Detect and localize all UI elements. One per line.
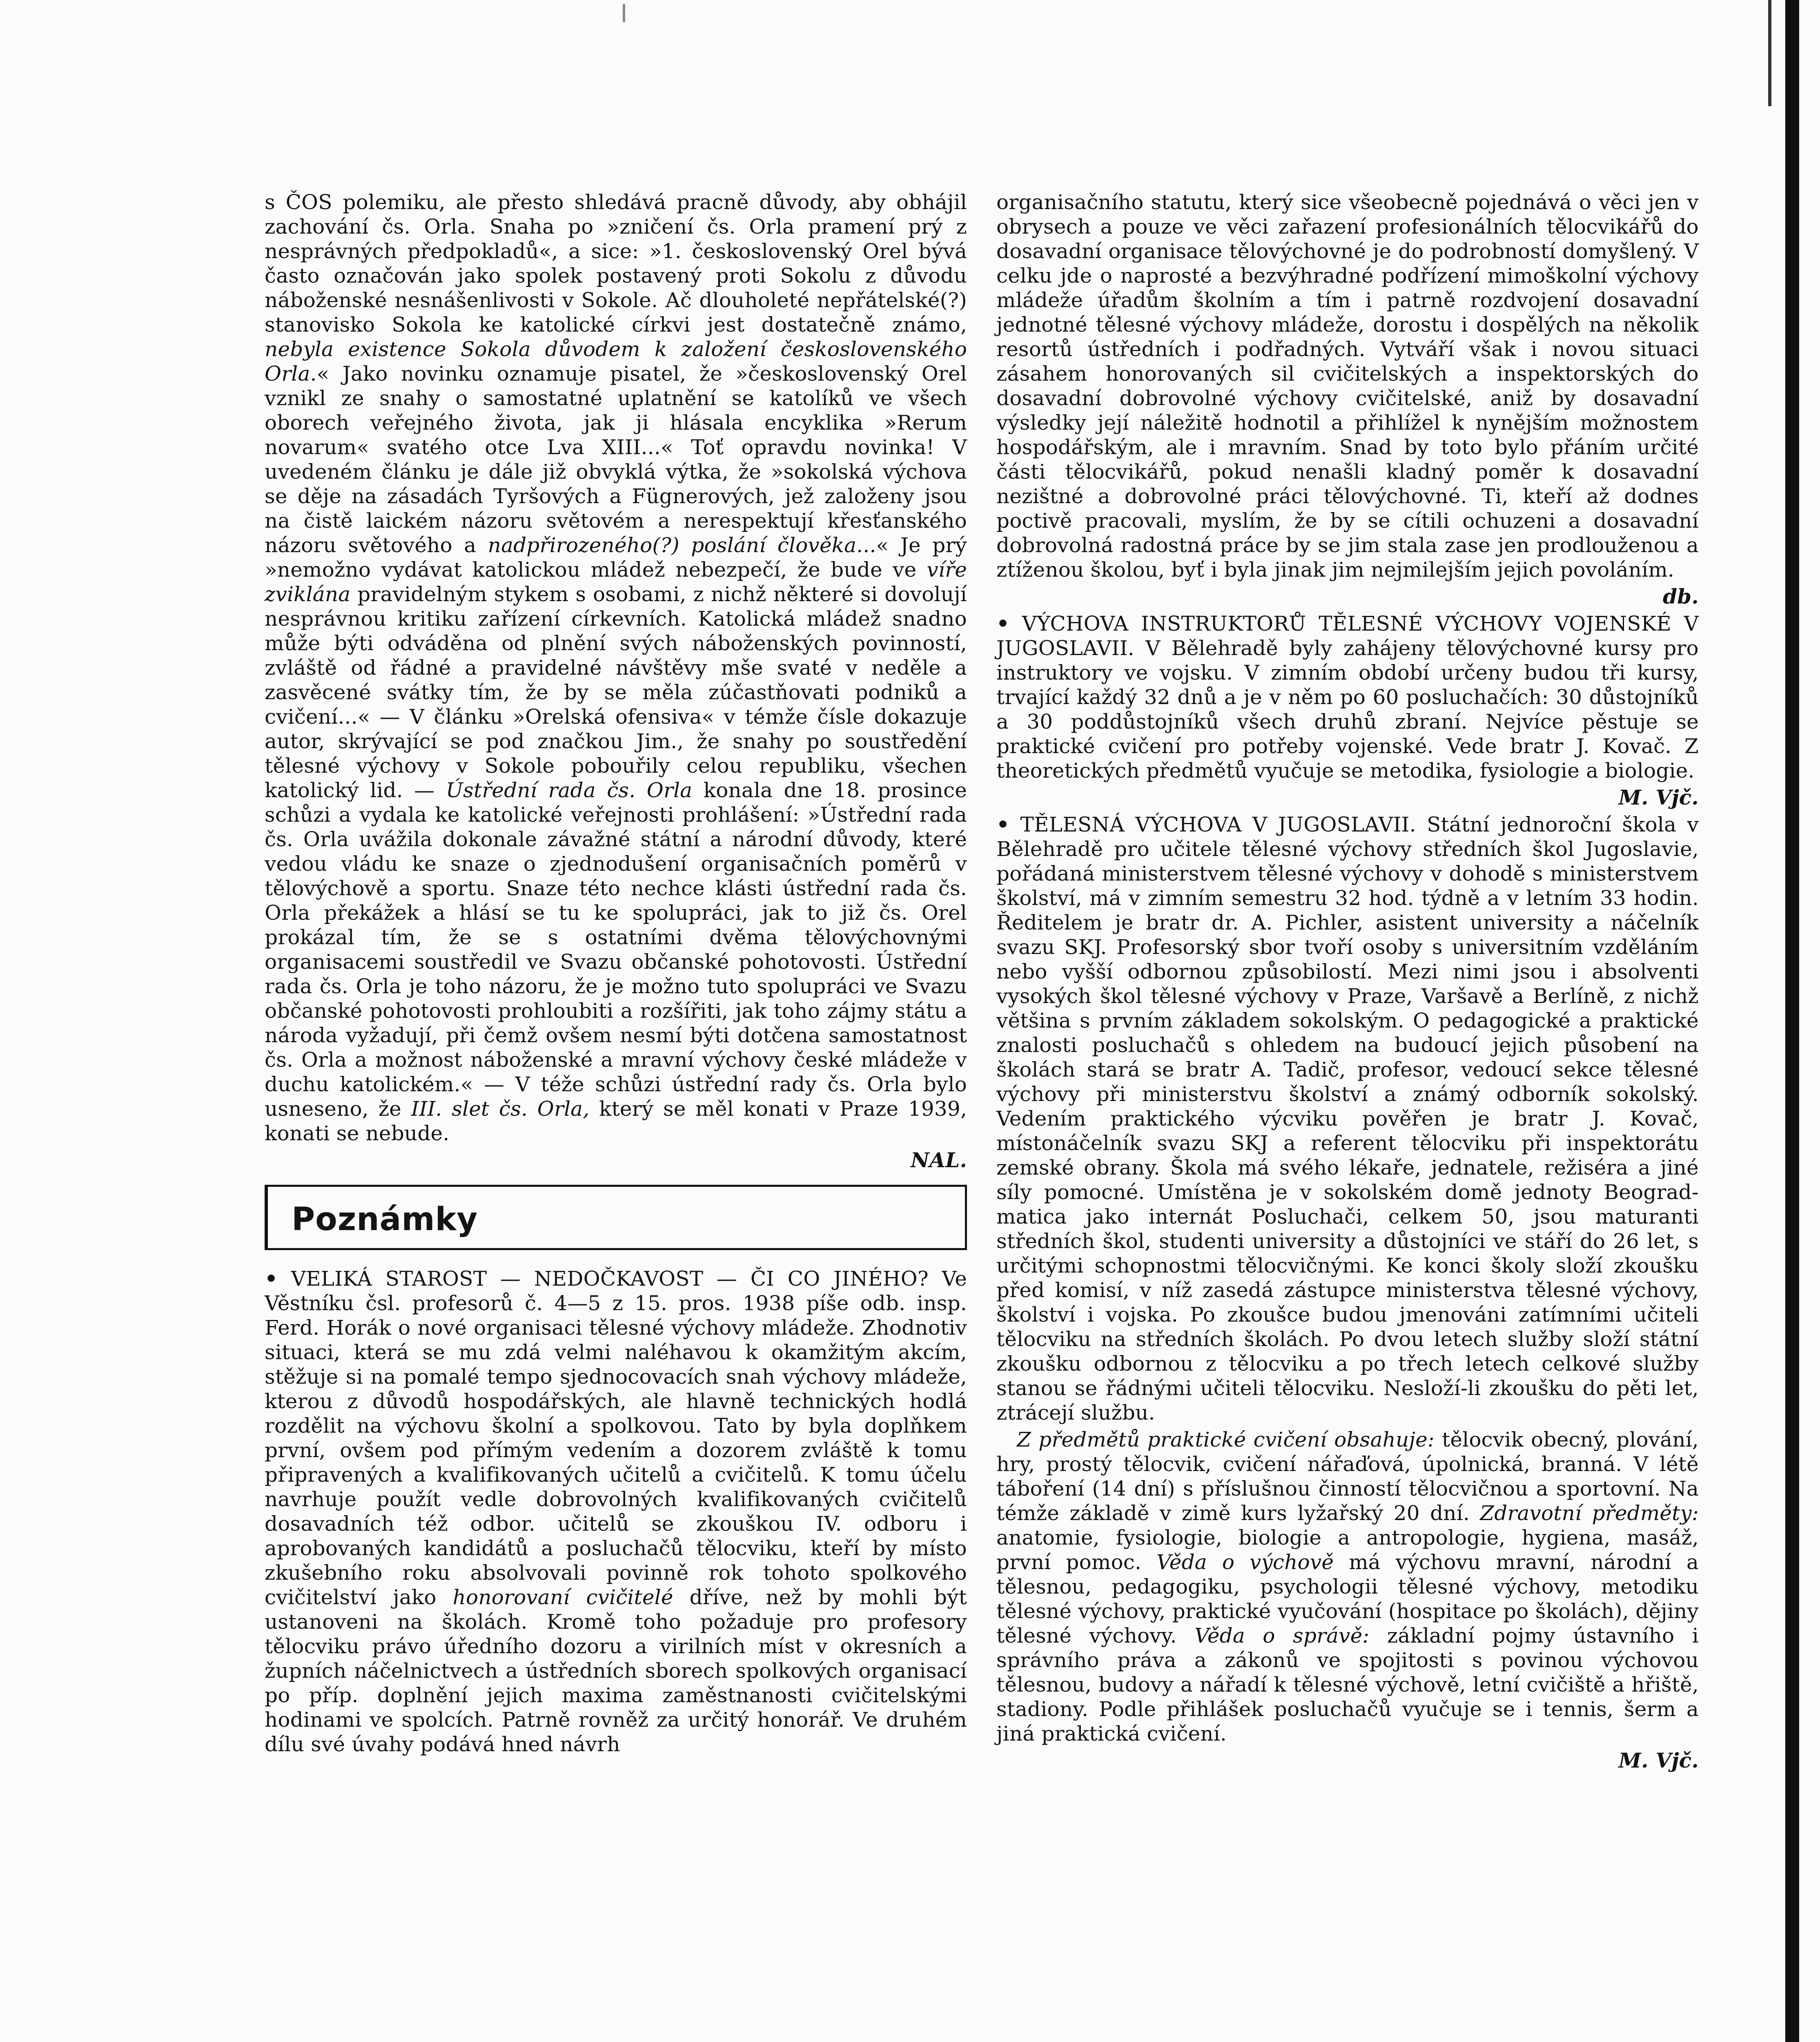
- signature-mvjc: M. Vjč.: [1618, 785, 1699, 809]
- text-run: tělocvik obecný, plování, hry, prostý tělocvik, cvičení nářaďová, úpolnická, branná. V létě táboření (14 dní) s příslušnou činností tělocvičnou a sportovní. Na témže základě v zimě kurs lyžařský 20 dní.: [996, 1428, 1699, 1525]
- paragraph-vychova-instruktoru: [996, 611, 1699, 783]
- text-run: « Je prý »nemožno vydávat katolickou mládež nebezpečí, že bude ve: [265, 533, 967, 582]
- text-run: « Jako novinku oznamuje pisatel, že »československý Orel vznikl ze snahy o samostatné uplatnění se katolíků ve všech oborech veřejného života, jak ji hlásala encyklika »Rerum novarum« svatého otce Lva XIII...« Toť opravdu novinka! V uvedeném článku je dále již obvyklá výtka, že »sokolská výchova se děje na zásadách Tyršových a Fügnerových, jež založeny jsou na čistě laickém názoru světovém a nerespektují křesťanského názoru světového a: [265, 362, 967, 557]
- text-run-italic: III. slet čs. Orla,: [411, 1097, 590, 1121]
- page-edge-mark: [1768, 0, 1771, 106]
- scan-mark: [623, 4, 625, 22]
- left-column: [265, 190, 967, 1757]
- text-run: základní pojmy ústavního i správního práva a zákonů ve spojitosti s povinou výchovou tělesnou, budovy a nářadí k tělesné výchově, letní cvičiště a hřiště, stadiony. Podle přihlášek posluchačů vyučuje se i tennis, šerm a jiná praktická cvičení.: [996, 1624, 1699, 1746]
- page-edge-right: [1785, 0, 1799, 2042]
- signature-db: db.: [1663, 584, 1699, 609]
- text-run: pravidelným stykem s osobami, z nichž některé si dovolují nesprávnou kritiku zařízení církevních. Katolická mládež snadno může býti odváděna od plnění svých náboženských povinností, zvláště od řádné a pravidelné návštěvy mše svaté v neděle a zasvěcené svátky tím, že by se měla zúčastňovati podniků a cvičení...« — V článku »Orelská ofensiva« v témže čísle dokazuje autor, skrývající se pod značkou Jim., že snahy po soustředění tělesné výchovy v Sokole pobouřily celou republiku, všechen katolický lid. —: [265, 582, 967, 802]
- text-run: organisačního statutu, který sice všeobecně pojednává o věci jen v obrysech a pouze ve věci zařazení profesionálních tělocvikářů do dosavadní organisace tělovýchovné je do podrobností domyšlený. V celku jde o naprosté a bezvýhradné podřízení mimoškolní výchovy mládeže úřadům školním a tím i patrně rozdvojení dosavadní jednotné tělesné výchovy mládeže, dorostu i dospělých na několik resortů ústředních i podřadných. Vytváří však i novou situaci zásahem honorovaných sil cvičitelských a inspektorských do dosavadní dobrovolné výchovy cvičitelské, aniž by dosavadní výsledky její náležitě hodnotil a přihlížel k nynějším možnostem hospodářským, ale i mravním. Snad by toto bylo přáním určité části tělocvikářů, pokud nenašli kladný poměr k dosavadní nezištné a dobrovolné práci tělovýchovné. Ti, kteří až dodnes poctivě pracovali, myslím, že by se cítili ochuzeni a dosavadní dobrovolná radostná práce by se jim stala zase jen prodlouženou a ztíženou školou, byť i byla jinak jim nejmilejším jejich povoláním.: [996, 190, 1699, 582]
- paragraph-telesna-vychova-jugoslavie: [996, 812, 1699, 1425]
- text-run-italic: Ústřední rada čs. Orla: [446, 778, 693, 802]
- paragraph-orel-polemic: [265, 190, 967, 1146]
- bullet-icon: •: [996, 812, 1010, 836]
- section-header-box: [265, 1185, 967, 1250]
- right-column: [996, 190, 1699, 1773]
- paragraph-organisacni-statut: [996, 190, 1699, 582]
- text-run: anatomie, fysiologie, biologie a antropologie, hygiena, masáž, první pomoc.: [996, 1526, 1699, 1574]
- signature-nal: NAL.: [911, 1148, 967, 1172]
- text-run-italic: Věda o správě:: [1194, 1624, 1370, 1647]
- text-run: s ČOS polemiku, ale přesto shledává pracně důvody, aby obhájil zachování čs. Orla. Snaha po »zničení čs. Orla pramení prý z nesprávných předpokladů«, a sice: »1. československý Orel bývá často označován jako spolek postavený proti Sokolu z důvodu náboženské nesnášenlivosti v Sokole. Ač dlouholeté nepřátelské(?) stanovisko Sokola ke katolické církvi jest dostatečně známo,: [265, 190, 967, 337]
- text-run-italic: Z předmětů praktické cvičení obsahuje:: [1017, 1428, 1435, 1451]
- text-run-italic: nadpřirozeného(?) poslání člověka...: [488, 533, 876, 557]
- paragraph-velika-starost: [265, 1266, 967, 1757]
- text-run: VELIKÁ STAROST — NEDOČKAVOST — ČI CO JINÉHO? Ve Věstníku čsl. profesorů č. 4—5 z 15. pros. 1938 píše odb. insp. Ferd. Horák o nové organisaci tělesné výchovy mládeže. Zhodnotiv situaci, která se mu zdá velmi naléhavou k okamžitým akcím, stěžuje si na pomalé tempo sjednocovacích snah výchovy mládeže, kterou z důvodů hospodářských, ale hlavně technických hodlá rozdělit na výchovu školní a spolkovou. Tato by byla doplňkem první, ovšem pod přímým vedením a dozorem zvláště k tomu připravených a kvalifikovaných učitelů a cvičitelů. K tomu účelu navrhuje použít vedle dobrovolných kvalifikovaných cvičitelů dosavadních též odbor. učitelů se zkouškou IV. odboru i aprobovaných kandidátů a posluchačů tělocviku, kteří by místo zkušebního roku absolvovali povinně rok tohoto spolkového cvičitelství jako: [265, 1267, 967, 1609]
- text-run: který se měl konati v Praze 1939, konati se nebude.: [265, 1097, 967, 1145]
- signature-mvjc: M. Vjč.: [1618, 1748, 1699, 1772]
- text-run-italic: víře zviklána: [265, 558, 967, 606]
- text-run-italic: Věda o výchově: [1156, 1550, 1334, 1574]
- paragraph-predmety: [996, 1427, 1699, 1746]
- text-run-italic: Zdravotní předměty:: [1480, 1501, 1699, 1525]
- bullet-icon: •: [996, 611, 1010, 635]
- bullet-icon: •: [265, 1266, 278, 1291]
- text-run: konala dne 18. prosince schůzi a vydala ke katolické veřejnosti prohlášení: »Ústřední rada čs. Orla uvážila dokonale závažné státní a národní důvody, které vedou vládu ke snaze o zjednodušení organisačních poměrů v tělovýchově a sportu. Snaze této nechce klásti ústřední rada čs. Orla překážek a hlásí se tu ke spolupráci, jak to již čs. Orel prokázal tím, že se s ostatními dvěma tělovýchovnými organisacemi soustředil ve Svazu občanské pohotovosti. Ústřední rada čs. Orla je toho názoru, že je možno tuto spolupráci ve Svazu občanské pohotovosti prohloubiti a rozšířiti, jak toho zájmy státu a národa vyžadují, při čemž ovšem nesmí býti dotčena samostatnost čs. Orla a možnost náboženské a mravní výchovy české mládeže v duchu katolickém.« — V téže schůzi ústřední rady čs. Orla bylo usneseno, že: [265, 778, 967, 1121]
- text-run: má výchovu mravní, národní a tělesnou, pedagogiku, psychologii tělesné výchovy, metodiku tělesné výchovy, praktické vyučování (hospitace po školách), dějiny tělesné výchovy.: [996, 1550, 1699, 1647]
- text-run-italic: honorovaní cvičitelé: [452, 1585, 673, 1609]
- section-title: Poznámky: [292, 1201, 478, 1238]
- text-run: dříve, než by mohli být ustanoveni na školách. Kromě toho požaduje pro profesory tělocviku právo úředního dozoru a virilních míst v okresních a župních náčelnictvech a ústředních sborech spolkových organisací po příp. doplnění jejich maxima zaměstnanosti cvičitelskými hodinami ve spolcích. Patrně rovněž za určitý honorář. Ve druhém dílu své úvahy podává hned návrh: [265, 1585, 967, 1756]
- text-run: VÝCHOVA INSTRUKTORŮ TĚLESNÉ VÝCHOVY VOJENSKÉ V JUGOSLAVII. V Bělehradě byly zahájeny tělovýchovné kursy pro instruktory ve vojsku. V zimním období určeny budou tři kursy, trvající každý 32 dnů a je v něm po 60 posluchačích: 30 důstojníků a 30 poddůstojníků všech druhů zbraní. Nejvíce pěstuje se praktické cvičení pro potřeby vojenské. Vede bratr J. Kovač. Z theoretických předmětů vyučuje se metodika, fysiologie a biologie.: [996, 612, 1699, 782]
- text-run-italic: nebyla existence Sokola důvodem k založení československého Orla.: [265, 337, 967, 386]
- text-run: TĚLESNÁ VÝCHOVA V JUGOSLAVII. Státní jednoroční škola v Bělehradě pro učitele tělesné výchovy středních škol Jugoslavie, pořádaná ministerstvem tělesné výchovy v dohodě s ministerstvem školství, má v zimním semestru 32 hod. týdně a v letním 33 hodin. Ředitelem je bratr dr. A. Pichler, asistent university a náčelník svazu SKJ. Profesorský sbor tvoří osoby s universitním vzděláním nebo vyšší odbornou způsobilostí. Mezi nimi jsou i absolventi vysokých škol tělesné výchovy v Praze, Varšavě a Berlíně, z nichž většina s prvním základem sokolským. O pedagogické a praktické znalosti posluchačů s ohledem na budoucí jejich působení na školách stará se bratr A. Tadič, profesor, vedoucí sekce tělesné výchovy při ministerstvu školství a známý odborník sokolský. Vedením praktického výcviku pověřen je bratr J. Kovač, místonáčelník svazu SKJ a referent tělocviku při inspektorátu zemské obrany. Škola má svého lékaře, jednatele, režiséra a jiné síly pomocné. Umístěna je v sokolském domě jednoty Beograd-matica jako internát Posluchači, celkem 50, jsou maturanti středních škol, studenti university a důstojníci ve stáří do 26 let, s určitými schopnostmi tělocvičnými. Ke konci školy složí zkoušku před komisí, v níž zasedá zástupce ministerstva tělesné výchovy, školství i vojska. Po zkoušce budou jmenováni zatímními učiteli tělocviku na středních školách. Po dvou letech služby složí státní zkoušku odbornou z tělocviku a po třech letech celkové služby stanou se řádnými učiteli tělocviku. Nesloží-li zkoušku do pěti let, ztrácejí službu.: [996, 813, 1699, 1424]
